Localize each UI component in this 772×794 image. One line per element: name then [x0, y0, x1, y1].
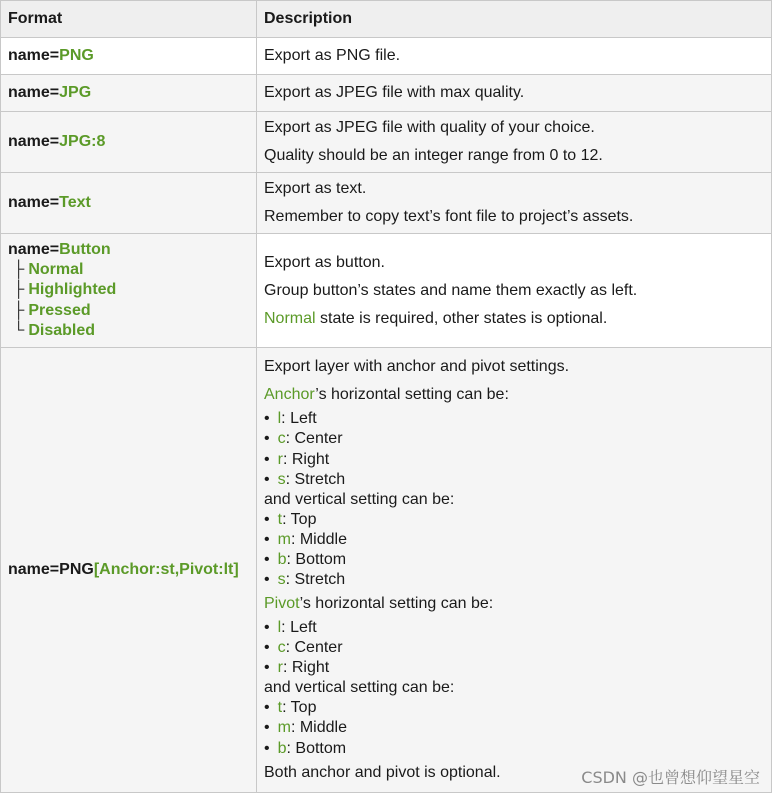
format-value: [Anchor:st,Pivot:lt] — [93, 561, 239, 578]
watermark: CSDN @也曾想仰望星空 — [581, 768, 760, 787]
list-item: • b: Bottom — [264, 550, 764, 570]
table-row — [1, 38, 772, 75]
description-cell — [257, 38, 772, 75]
format-cell — [1, 348, 257, 793]
tree-branch-icon: ├ — [13, 281, 25, 299]
highlight-term: Pivot — [264, 595, 300, 613]
description-text: Export layer with anchor and pivot settings. — [264, 358, 570, 376]
button-state: Disabled — [28, 321, 96, 339]
description-cell — [257, 234, 772, 348]
list-item: • c: Center — [264, 638, 764, 658]
table-row — [1, 112, 772, 173]
description-cell — [257, 348, 772, 793]
format-prefix: name= — [8, 240, 60, 258]
list-item: • s: Stretch — [264, 570, 764, 590]
list-item: • r: Right — [264, 450, 764, 470]
pivot-vertical-list — [264, 698, 764, 758]
anchor-heading: Anchor’s horizontal setting can be: — [264, 386, 509, 404]
list-item: • l: Left — [264, 618, 764, 638]
format-prefix: name= — [8, 133, 60, 150]
anchor-vertical-list — [264, 510, 764, 590]
format-cell — [1, 75, 257, 112]
format-value: JPG:8 — [59, 133, 106, 150]
table-header-row — [1, 1, 772, 38]
table-row — [1, 75, 772, 112]
format-prefix: name= — [8, 84, 60, 101]
format-cell — [1, 38, 257, 75]
table-row — [1, 348, 772, 793]
format-prefix: name=PNG — [8, 561, 94, 578]
description-cell — [257, 112, 772, 173]
list-item: • l: Left — [264, 409, 764, 429]
tree-branch-icon: ├ — [13, 301, 25, 319]
button-state: Normal — [28, 261, 84, 279]
description-text: Both anchor and pivot is optional. — [264, 763, 501, 781]
format-value: PNG — [59, 47, 94, 64]
description-text: Export as JPEG file with quality of your choice. — [264, 119, 595, 136]
format-cell — [1, 112, 257, 173]
pivot-heading: Pivot’s horizontal setting can be: — [264, 595, 494, 613]
description-text: Export as button. — [264, 253, 385, 271]
list-item: • t: Top — [264, 698, 764, 718]
description-text: Export as PNG file. — [264, 47, 401, 64]
description-text: Export as text. — [264, 180, 367, 197]
column-header-format: Format — [1, 1, 257, 38]
description-cell — [257, 173, 772, 234]
description-text: Export as JPEG file with max quality. — [264, 84, 525, 101]
button-state-tree — [8, 240, 249, 341]
description-text: and vertical setting can be: — [264, 679, 455, 697]
button-state: Pressed — [28, 301, 91, 319]
anchor-horizontal-list — [264, 409, 764, 489]
format-value: Text — [59, 194, 91, 211]
list-item: • c: Center — [264, 429, 764, 449]
description-text: Remember to copy text’s font file to project’s assets. — [264, 208, 634, 225]
format-prefix: name= — [8, 194, 60, 211]
highlight-term: Normal — [264, 309, 316, 327]
list-item: • b: Bottom — [264, 739, 764, 759]
list-item: • m: Middle — [264, 718, 764, 738]
pivot-horizontal-list — [264, 618, 764, 678]
table-row — [1, 234, 772, 348]
description-text: Normal state is required, other states is optional. — [264, 309, 608, 327]
description-text: Quality should be an integer range from 0 to 12. — [264, 147, 603, 164]
tree-end-icon: └ — [13, 321, 25, 339]
list-item: • r: Right — [264, 658, 764, 678]
list-item: • t: Top — [264, 510, 764, 530]
description-text: Group button’s states and name them exactly as left. — [264, 281, 638, 299]
highlight-term: Anchor — [264, 386, 316, 404]
format-value: Button — [59, 240, 111, 258]
list-item: • m: Middle — [264, 530, 764, 550]
button-state: Highlighted — [28, 281, 117, 299]
format-cell — [1, 173, 257, 234]
format-prefix: name= — [8, 47, 60, 64]
column-header-description: Description — [257, 1, 772, 38]
format-cell — [1, 234, 257, 348]
list-item: • s: Stretch — [264, 470, 764, 490]
table-row — [1, 173, 772, 234]
tree-branch-icon: ├ — [13, 261, 25, 279]
description-text: and vertical setting can be: — [264, 490, 455, 508]
description-cell — [257, 75, 772, 112]
format-value: JPG — [59, 84, 92, 101]
